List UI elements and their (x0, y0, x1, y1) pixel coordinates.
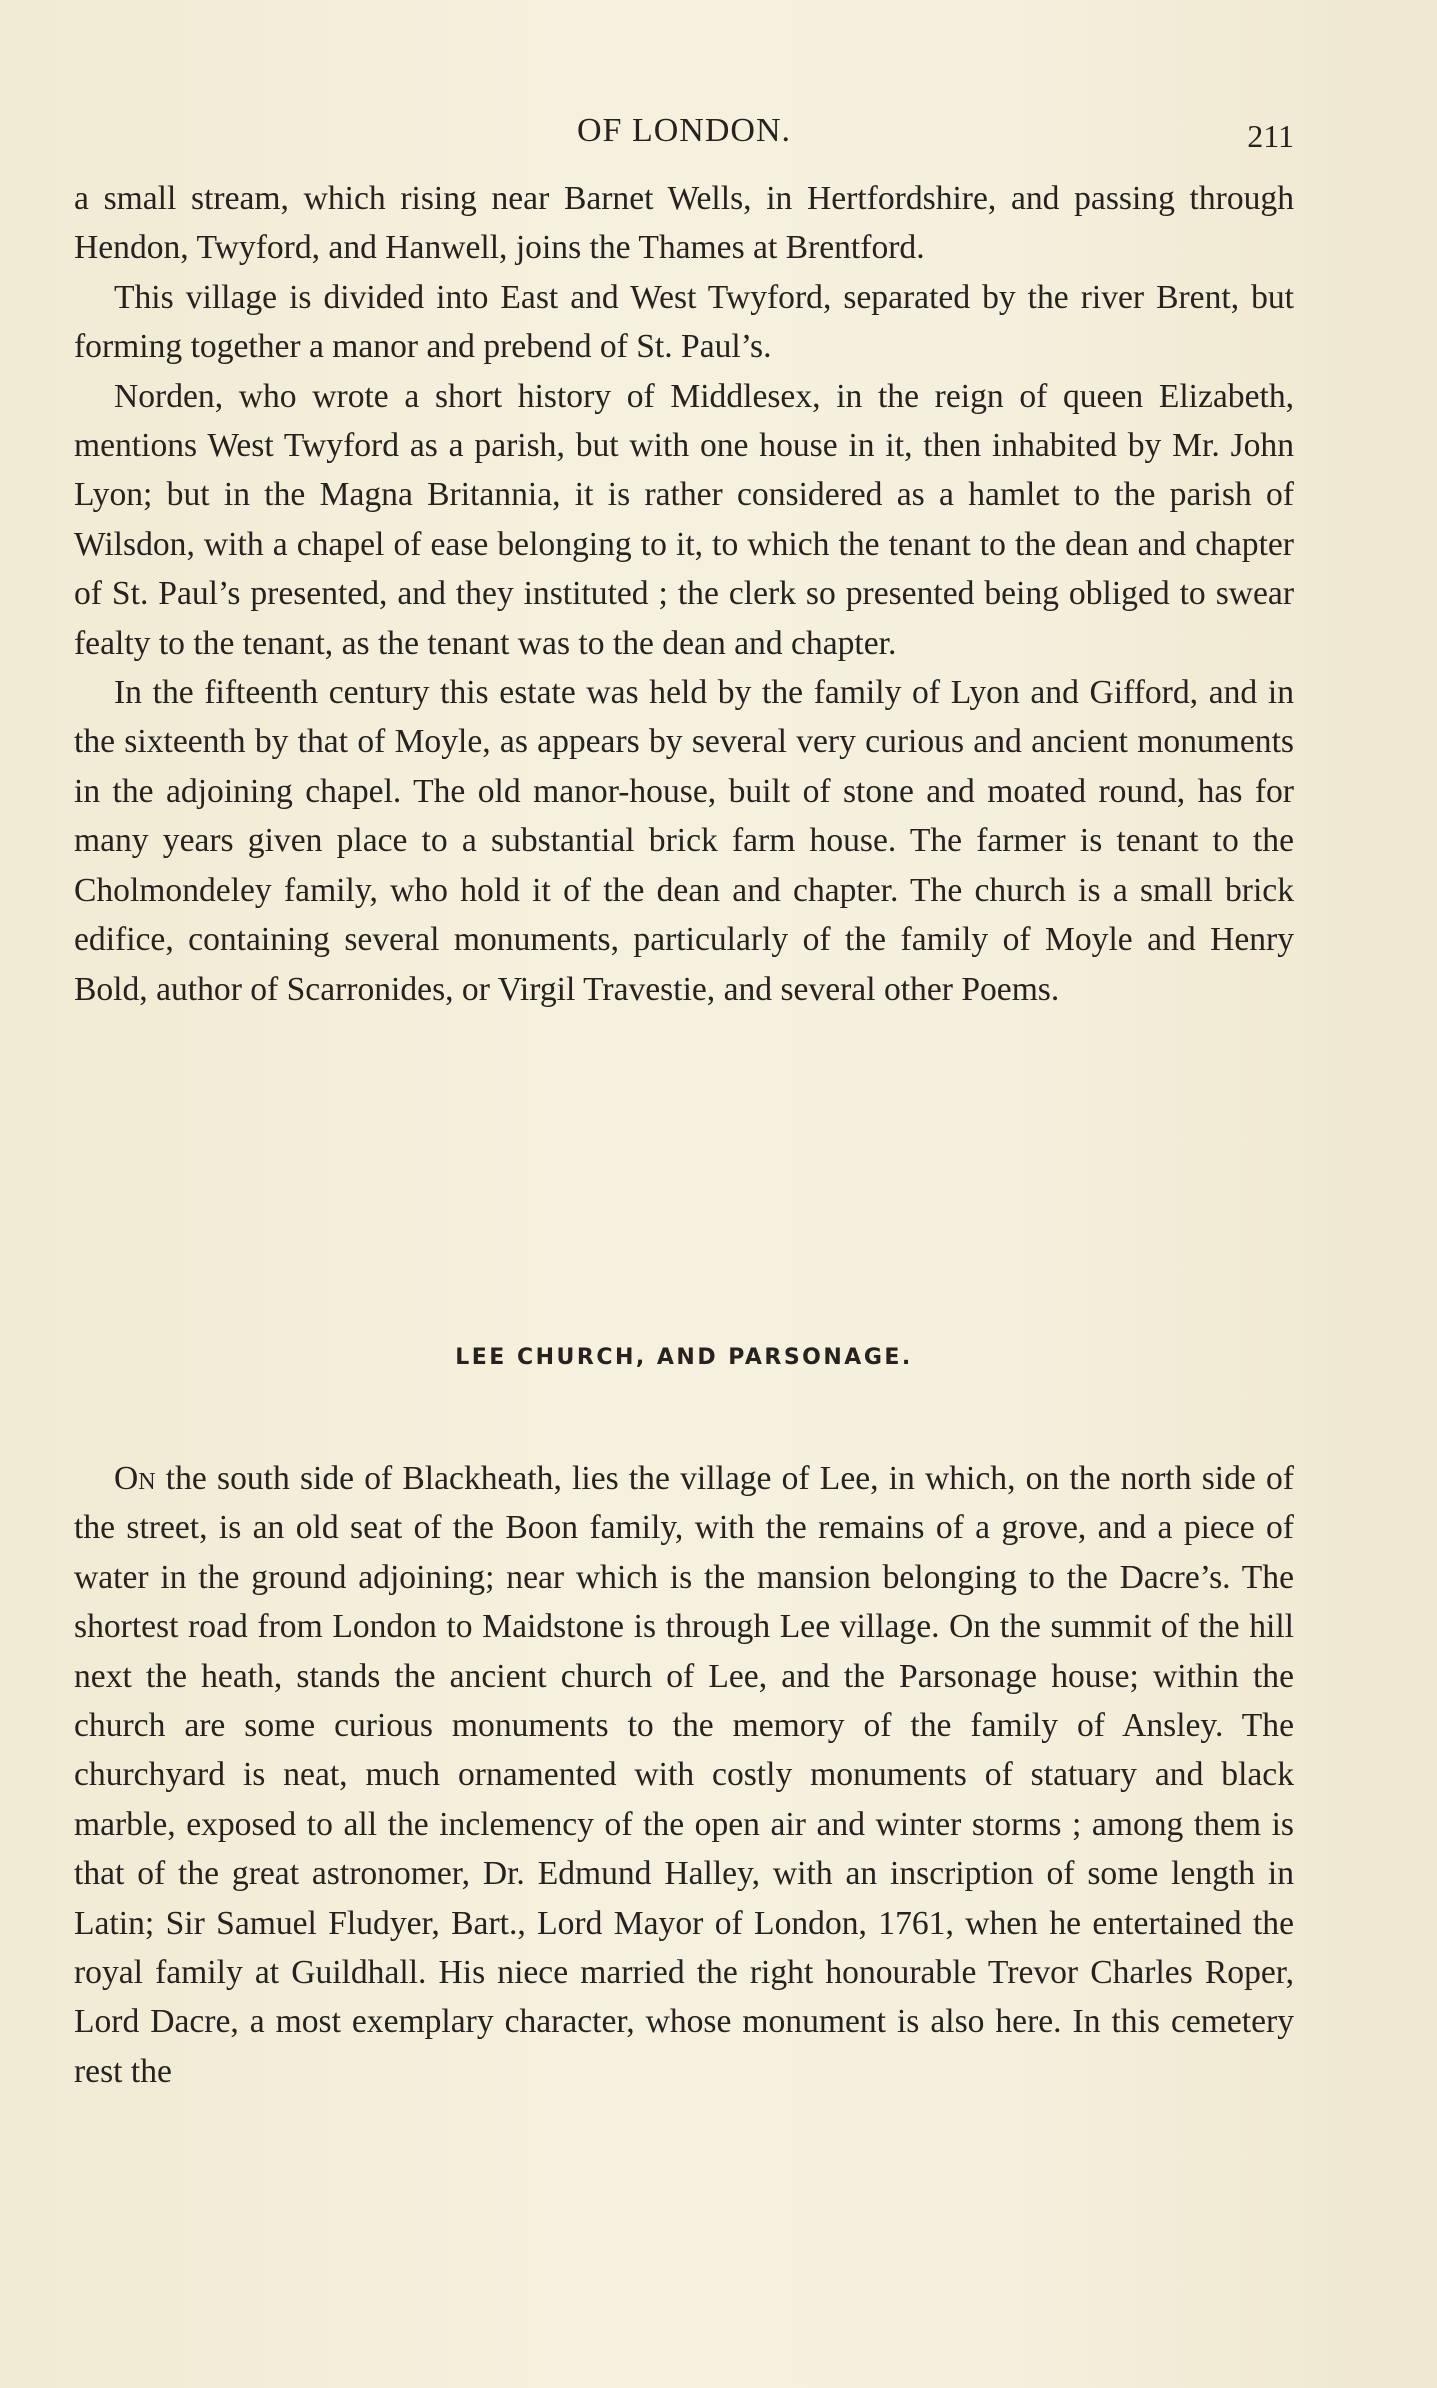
paragraph (74, 1454, 1294, 2096)
lee-section (74, 1454, 1294, 2096)
twyford-section (74, 174, 1294, 1014)
page-number: 211 (1247, 118, 1294, 154)
lead-word: On (114, 1460, 156, 1497)
paragraph: This village is divided into East and West Twyford, separated by the river Brent, but forming together a manor and prebend of St. Paul’s. (74, 278, 1294, 366)
paragraph: Norden, who wrote a short history of Middlesex, in the reign of queen Elizabeth, mentions West Twyford as a parish, but with one house in it, then inhabited by Mr. John Lyon; but in the Magna Britannia, it is rather considered as a hamlet to the parish of Wilsdon, with a chapel of ease belonging to it, to which the tenant to the dean and chapter of St. Paul’s presented, and they instituted ; the clerk so presented being obliged to swear fealty to the tenant, as the tenant was to the dean and chapter. (74, 377, 1294, 662)
paragraph: a small stream, which rising near Barnet Wells, in Hertfordshire, and passing through Hendon, Twyford, and Hanwell, joins the Thames at Brentford. (74, 180, 1294, 267)
paragraph-body: the south side of Blackheath, lies the village of Lee, in which, on the north side of the street, is an old seat of the Boon family, with the remains of a grove, and a piece of water in the ground adjoining; near which is the mansion belonging to the Dacre’s. The shortest road from London to Maidstone is through Lee village. On the summit of the hill next the heath, stands the ancient church of Lee, and the Parsonage house; within the church are some curious monuments to the memory of the family of Ansley. The churchyard is neat, much ornamented with costly monuments of statuary and black marble, exposed to all the inclemency of the open air and winter storms ; among them is that of the great astronomer, Dr. Edmund Halley, with an inscription of some length in Latin; Sir Samuel Fludyer, Bart., Lord Mayor of London, 1761, when he entertained the royal family at Guildhall. His niece married the right honourable Trevor Charles Roper, Lord Dacre, a most exemplary character, whose monument is also here. In this cemetery rest the (74, 1460, 1294, 2090)
section-heading: LEE CHURCH, AND PARSONAGE. (455, 1345, 913, 1370)
running-head: OF LONDON. (577, 112, 791, 149)
paragraph: In the fifteenth century this estate was held by the family of Lyon and Gifford, and in the sixteenth by that of Moyle, as appears by several very curious and ancient monuments in the adjoining chapel. The old manor-house, built of stone and moated round, has for many years given place to a substantial brick farm house. The farmer is tenant to the Cholmondeley family, who hold it of the dean and chapter. The church is a small brick edifice, containing several monuments, particularly of the family of Moyle and Henry Bold, author of Scarronides, or Virgil Travestie, and several other Poems. (74, 674, 1294, 1008)
page-header (74, 108, 1294, 158)
